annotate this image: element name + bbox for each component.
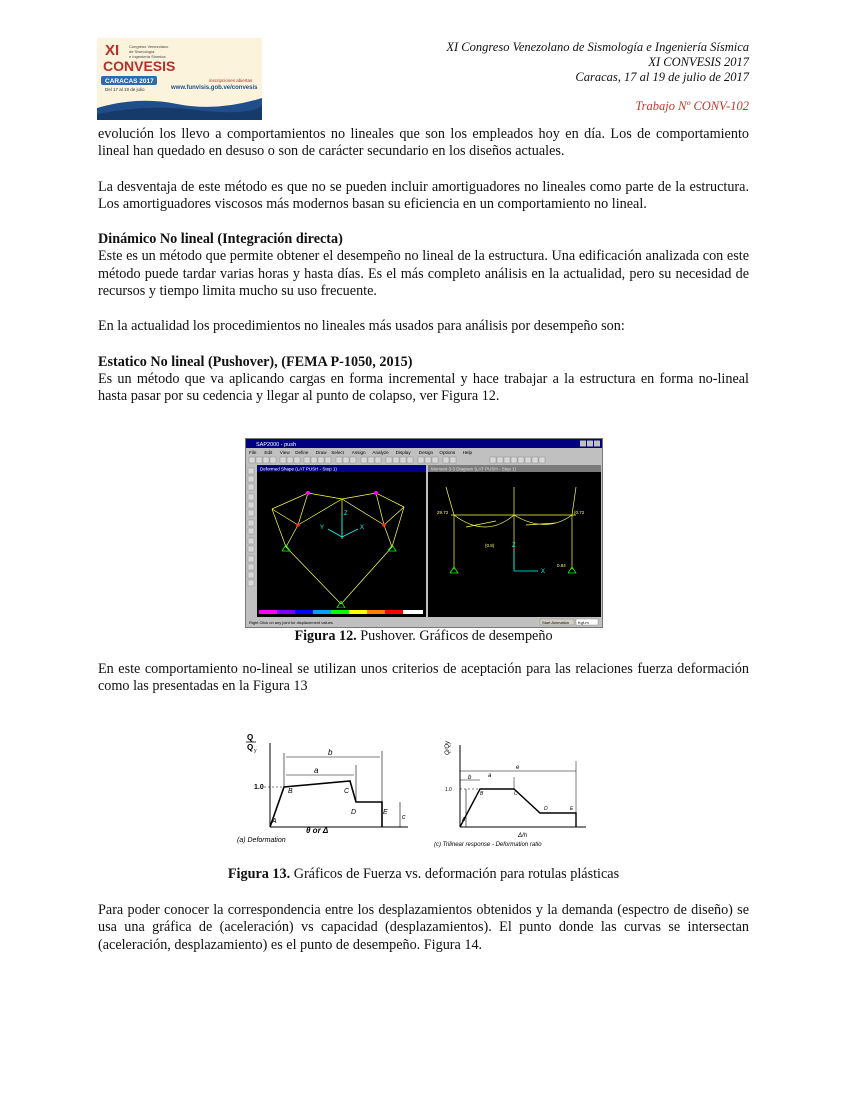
ylabel-top: Q xyxy=(247,733,254,742)
svg-text:Y: Y xyxy=(320,525,325,531)
right-ylabel: Q/Qy xyxy=(445,740,451,755)
pane2-title: Moment 3-3 Diagram (LAT PUSH - Step 1) xyxy=(431,466,517,472)
logo-graphic xyxy=(97,38,262,120)
paragraph: Es un método que va aplicando cargas en forma incremental y hace trabajar a la estructura en forma no-lineal hasta pasar por su cedencia y llegar al punto de colapso, ver Figura 12. xyxy=(98,370,749,405)
svg-text:X: X xyxy=(541,569,546,575)
y-tick: 1.0 xyxy=(254,784,264,791)
figure-13-caption xyxy=(98,866,749,883)
point-e: E xyxy=(383,809,388,816)
figure-12-caption xyxy=(98,628,749,645)
menu-item-select[interactable]: Select xyxy=(331,450,344,455)
menu-item-options[interactable]: Options xyxy=(439,450,456,455)
right-b-label: b xyxy=(468,775,472,781)
paragraph: En la actualidad los procedimientos no lineales más usados para análisis por desempeño son: xyxy=(98,318,625,335)
caption-text: Gráficos de Fuerza vs. deformación para rotulas plásticas xyxy=(290,866,620,882)
caption-label: Figura 13. xyxy=(227,866,291,882)
svg-text:Z: Z xyxy=(512,543,516,549)
logo-name: CONVESIS xyxy=(103,58,176,74)
caption-label: Figura 12. xyxy=(294,628,357,644)
ylabel-bottom: Q xyxy=(247,743,254,752)
logo-city: CARACAS 2017 xyxy=(105,78,154,85)
right-point-a: A xyxy=(462,817,466,823)
menu-item-design[interactable]: Design xyxy=(418,450,434,455)
body-text xyxy=(98,126,749,424)
menu-item-view[interactable]: View xyxy=(279,450,290,455)
c-label: c xyxy=(402,814,406,821)
section-heading: Estatico No lineal (Pushover), (FEMA P-1050, 2015) xyxy=(98,353,413,370)
menu-item-display[interactable]: Display xyxy=(395,450,411,455)
pane1-title: Deformed Shape (LAT PUSH - Step 1) xyxy=(260,466,337,472)
paragraph: evolución los llevo a comportamientos no lineales que son los empleados hoy en día. Los de comportamiento lineal han quedado en desuso o son de carácter secundario en los diseños actuales. xyxy=(98,126,749,160)
left-sublabel: (a) Deformation xyxy=(237,837,286,844)
sap2000-window xyxy=(246,439,602,627)
point-b: B xyxy=(288,788,293,795)
right-point-e: E xyxy=(570,806,574,812)
logo-dates: Del 17 al 19 de julio xyxy=(105,87,145,92)
menu-bar xyxy=(246,448,602,456)
svg-text:X: X xyxy=(360,525,365,531)
paragraph: Para poder conocer la correspondencia entre los desplazamientos obtenidos y la demanda (espectro de diseño) se usa una gráfica de (aceleración) vs capacidad (desplazamientos). El punto donde las curvas se intersectan (aceleración, desplazamiento) es el punto de desempeño. Figura 14. xyxy=(98,902,749,953)
header-trabajo: Trabajo Nº CONV-102 xyxy=(635,99,749,113)
paragraph: La desventaja de este método es que no se pueden incluir amortiguadores no lineales como parte de la estructura. Los amortiguadores viscosos más modernos basan su eficiencia en un comportamiento no lineal. xyxy=(98,178,749,212)
b-label: b xyxy=(328,748,333,757)
header-fecha: Caracas, 17 al 19 de julio de 2017 xyxy=(575,70,749,84)
right-a-label: a xyxy=(488,773,492,779)
header-congreso: XI Congreso Venezolano de Sismología e Ingeniería Sísmica xyxy=(446,40,749,54)
menu-item-edit[interactable]: Edit xyxy=(264,450,273,455)
x-label: θ or Δ xyxy=(306,826,329,835)
window-title: SAP2000 - push xyxy=(256,442,297,448)
right-point-b: B xyxy=(480,791,484,797)
section-heading: Dinámico No lineal (Integración directa) xyxy=(98,231,343,248)
svg-text:Z: Z xyxy=(344,511,348,517)
logo-roman: XI xyxy=(105,42,120,59)
menu-item-analyze[interactable]: Analyze xyxy=(372,450,389,455)
logo-small-3: e Ingeniería Sísmica xyxy=(129,54,166,59)
paragraph: En este comportamiento no-lineal se utilizan unos criterios de aceptación para las relaciones fuerza deformación como las presentadas en la Figura 13 xyxy=(98,661,749,695)
point-c: C xyxy=(344,788,350,795)
logo-small-2: de Sismología xyxy=(129,49,155,54)
status-text: Right Click on any joint for displacement values xyxy=(249,620,333,625)
paragraph: Este es un método que permite obtener el desempeño no lineal de la estructura. Una edificación analizada con este método puede tardar varias horas y hasta días. Es el más completo análisis en la actualidad, pero su necesidad de recursos y tiempo limita mucho su uso frecuente. xyxy=(98,248,749,300)
menu-item-assign[interactable]: Assign xyxy=(351,450,366,455)
menu-item-draw[interactable]: Draw xyxy=(315,450,327,455)
right-point-d: D xyxy=(544,806,548,812)
logo-url: www.funvisis.gob.ve/convesis xyxy=(171,85,258,91)
body-text-2 xyxy=(98,661,749,714)
right-x-label: Δ/h xyxy=(518,833,528,839)
logo-inscripciones: inscripciones abiertas xyxy=(209,78,253,83)
point-d: D xyxy=(351,809,357,816)
hinge-curves-graphic xyxy=(234,725,590,855)
start-animation-label: Start Animation xyxy=(542,620,570,625)
header-convesis: XI CONVESIS 2017 xyxy=(648,55,749,69)
ylabel-subscript: y xyxy=(254,748,257,754)
moment-value: (0.8) xyxy=(485,543,495,548)
figure-12-sap2000 xyxy=(245,438,603,628)
moment-value: (0.72 xyxy=(574,510,585,515)
right-sublabel: (c) Trilinear response - Deformation ratio xyxy=(434,842,542,848)
figure-13-hinge-curves xyxy=(234,725,590,855)
menu-item-file[interactable]: File xyxy=(249,450,257,455)
caption-text: Pushover. Gráficos de desempeño xyxy=(356,628,553,644)
moment-value: 29.72 xyxy=(437,510,449,515)
page-header xyxy=(446,40,749,114)
a-label: a xyxy=(314,766,319,775)
convesis-logo xyxy=(97,38,262,120)
right-point-c: C xyxy=(514,791,518,797)
logo-small-1: Congreso Venezolano xyxy=(129,44,169,49)
right-y-tick: 1.0 xyxy=(445,787,452,793)
point-a: A xyxy=(272,818,277,825)
right-e-label: e xyxy=(516,765,520,771)
menu-item-help[interactable]: Help xyxy=(462,450,473,455)
body-text-3 xyxy=(98,902,749,972)
units-value: Kgf-m xyxy=(578,620,589,625)
menu-item-define[interactable]: Define xyxy=(295,450,309,455)
moment-value: 0.84 xyxy=(557,563,566,568)
